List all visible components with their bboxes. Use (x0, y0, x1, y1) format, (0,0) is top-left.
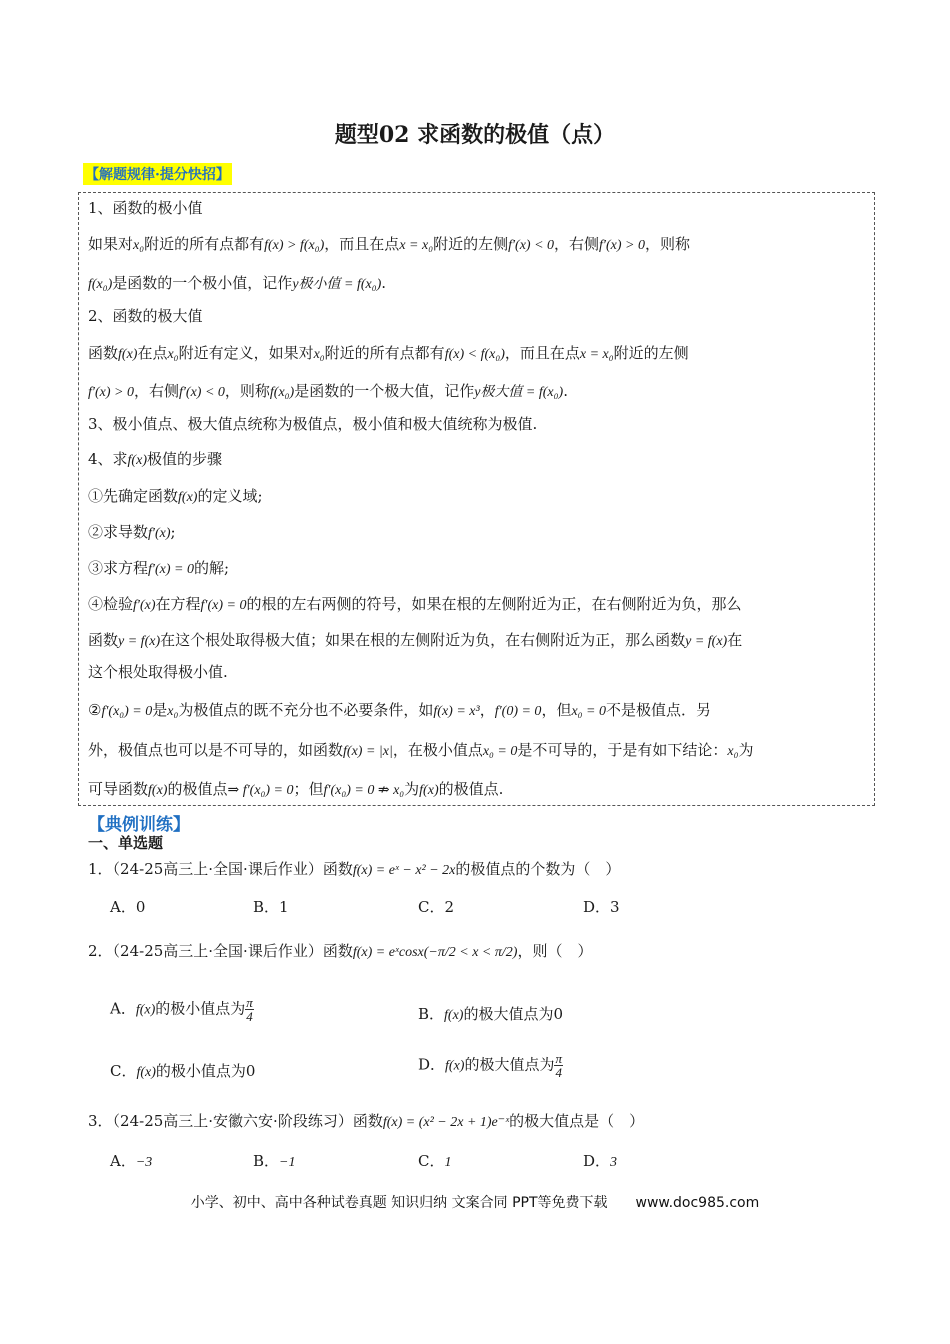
box-line-16: 外，极值点也可以是不可导的，如函数f(x) = |x|，在极小值点x₀ = 0是不可导的，于是有如下结论：x₀为 (88, 741, 754, 759)
examples-tag: 【典例训练】 (88, 815, 190, 835)
page-footer: 小学、初中、高中各种试卷真题 知识归纳 文案合同 PPT等免费下载 www.doc985.com (190, 1195, 760, 1211)
q3-option-d: D．3 (583, 1152, 618, 1170)
box-line-4: 2、函数的极大值 (88, 307, 203, 325)
box-line-14: 这个根处取得极小值. (88, 663, 228, 681)
q2-option-b: B．f(x)的极大值点为0 (418, 1005, 564, 1023)
box-line-6: f′(x) > 0，右侧f′(x) < 0，则称f(x₀)是函数的一个极大值，记作y极大值 = f(x₀). (88, 382, 568, 400)
box-line-9: ①先确定函数f(x)的定义域; (88, 487, 263, 505)
box-line-17: 可导函数f(x)的极值点⇒ f′(x₀) = 0；但f′(x₀) = 0 ⇏ x₀为f(x)的极值点. (88, 780, 504, 798)
box-line-12: ④检验f′(x)在方程f′(x) = 0的根的左右两侧的符号，如果在根的左侧附近为正，在右侧附近为负，那么 (88, 595, 742, 613)
q3-option-a: A．−3 (110, 1152, 153, 1170)
q1-option-d: D．3 (583, 898, 620, 916)
box-line-13: 函数y = f(x)在这个根处取得极大值；如果在根的左侧附近为负，在右侧附近为正，那么函数y = f(x)在 (88, 631, 743, 649)
tips-tag: 【解题规律·提分快招】 (83, 163, 232, 185)
box-line-3: f(x₀)是函数的一个极小值，记作y极小值 = f(x₀). (88, 274, 387, 292)
q2-option-a: A．f(x)的极小值点为 $\frac{\pi}{4}$ (110, 995, 253, 1024)
q3-option-c: C．1 (418, 1152, 452, 1170)
q1-option-a: A．0 (110, 898, 146, 916)
q3-option-b: B．−1 (253, 1152, 296, 1170)
question-1-stem: 1．（24-25高三上·全国·课后作业）函数f(x) = eˣ − x² − 2x的极值点的个数为（ ） (88, 860, 621, 878)
q1-option-b: B．1 (253, 898, 289, 916)
question-2-stem: 2．（24-25高三上·全国·课后作业）函数f(x) = eˣcosx(−π/2 < x < π/2)，则（ ） (88, 942, 593, 960)
box-line-7: 3、极小值点、极大值点统称为极值点，极小值和极大值统称为极值. (88, 415, 538, 433)
box-line-10: ②求导数f′(x); (88, 523, 176, 541)
box-line-5: 函数f(x)在点x₀附近有定义，如果对x₀附近的所有点都有f(x) < f(x₀)，而且在点x = x₀附近的左侧 (88, 344, 689, 362)
section-heading: 一、单选题 (88, 834, 164, 852)
q2-option-c: C．f(x)的极小值点为0 (110, 1062, 256, 1080)
page-title: 题型02 求函数的极值（点） (334, 122, 616, 148)
q2-option-d: D．f(x)的极大值点为 $\frac{\pi}{4}$ (418, 1051, 562, 1080)
box-line-15: ②f′(x₀) = 0是x₀为极值点的既不充分也不必要条件，如f(x) = x³，f′(0) = 0，但x₀ = 0不是极值点．另 (88, 701, 711, 719)
box-line-8: 4、求f(x)极值的步骤 (88, 450, 222, 468)
box-line-1: 1、函数的极小值 (88, 199, 203, 217)
box-line-11: ③求方程f′(x) = 0的解; (88, 559, 230, 577)
q1-option-c: C．2 (418, 898, 455, 916)
question-3-stem: 3．（24-25高三上·安徽六安·阶段练习）函数f(x) = (x² − 2x + 1)e⁻ˣ的极大值点是（ ） (88, 1112, 645, 1130)
box-line-2: 如果对x₀附近的所有点都有f(x) > f(x₀)，而且在点x = x₀附近的左侧f′(x) < 0，右侧f′(x) > 0，则称 (88, 235, 690, 253)
